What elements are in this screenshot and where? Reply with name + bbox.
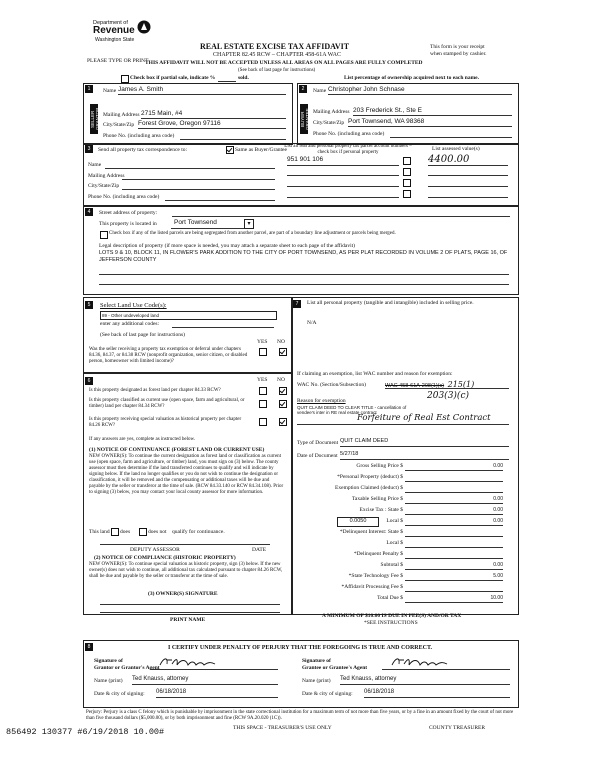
located-dropdown-icon[interactable]: ▾	[244, 219, 254, 229]
print-name-line[interactable]	[100, 612, 280, 613]
doc-date-label: Date of Document	[297, 453, 338, 459]
legal-desc-text[interactable]: LOTS 9 & 10, BLOCK 11, IN FLOWER'S PARK ADDITION TO THE CITY OF PORT TOWNSEND, AS PER PLAT RECORDED IN VOLUME 2 OF PLATS, PAGE 16, OF JEFFERSON COUNTY	[99, 250, 508, 263]
tax-row-value[interactable]: 0.00	[405, 496, 503, 504]
owner-signature-line[interactable]	[100, 600, 280, 605]
corr-name-field[interactable]	[105, 160, 275, 169]
perjury-statement: Perjury: Perjury is a class C felony which is punishable by imprisonment in the state correctional institution for a maximum term of not more than five years, or by a fine in an amount fixed by the court of not more than five thousand dollars ($5,000.00), or by both imprisonment and fine (RCW 9A.20.020 (1C)).	[86, 710, 514, 721]
buyer-name-field[interactable]: Christopher John Schnase	[328, 86, 512, 95]
tax-row-label: Exemption Claimed (deduct) $	[335, 485, 403, 491]
deputy-assessor-line[interactable]	[100, 540, 270, 545]
tax-row-label: Total Due $	[377, 595, 403, 601]
same-as-buyer-checkbox[interactable]	[226, 146, 234, 154]
section-6-yes-header: YES	[257, 377, 268, 383]
located-label: This property is located in	[99, 221, 157, 227]
continuance-title: (1) NOTICE OF CONTINUANCE (FOREST LAND OR CURRENT USE)	[89, 447, 265, 453]
grantee-signature-field[interactable]	[382, 658, 510, 670]
corr-mail-field[interactable]	[122, 171, 275, 180]
doc-type-label: Type of Document	[297, 440, 339, 446]
segregated-checkbox[interactable]	[100, 231, 108, 239]
partial-sale-percent[interactable]	[218, 74, 236, 82]
corr-city-label: City/State/Zip	[88, 183, 120, 189]
tax-row-value[interactable]	[405, 474, 503, 482]
land-use-see-back: (See back of last page for instructions)	[100, 332, 185, 338]
grantee-print-label: Name (print)	[302, 678, 331, 684]
grantee-date-label: Date & city of signing:	[302, 691, 353, 697]
section-5-yes-header: YES	[257, 339, 268, 345]
grantor-signature-label: Signature of Grantor or Grantor's Agent	[94, 658, 160, 671]
form-title: REAL ESTATE EXCISE TAX AFFIDAVIT	[200, 42, 350, 51]
assessed-field-3[interactable]	[428, 178, 508, 187]
buyer-city-label: City/State/Zip	[313, 120, 345, 126]
seller-phone-label: Phone No. (including area code)	[103, 133, 175, 139]
historic-question: Is this property receiving special valuation as historical property per chapter 84.26 RCW?	[89, 417, 242, 428]
qualify-label: qualify for continuance.	[172, 529, 225, 535]
not-accepted: THIS AFFIDAVIT WILL NOT BE ACCEPTED UNLESS ALL AREAS ON ALL PAGES ARE FULLY COMPLETED	[145, 60, 423, 66]
section-8-number: 8	[85, 643, 93, 651]
seller-city-label: City/State/Zip	[103, 122, 135, 128]
buyer-mail-field[interactable]: 203 Frederick St., Ste E	[353, 107, 512, 116]
tax-row-value[interactable]	[405, 485, 503, 493]
located-select[interactable]: Port Townsend	[171, 219, 244, 229]
doc-type-field[interactable]: QUIT CLAIM DEED	[340, 438, 509, 447]
seller-tab: SELLER GRANTOR	[90, 104, 98, 134]
see-instructions: *SEE INSTRUCTIONS	[364, 620, 418, 626]
exemption-yes-checkbox[interactable]	[259, 348, 267, 356]
tax-row-value[interactable]	[405, 529, 503, 537]
deputy-assessor-label: DEPUTY ASSESSOR	[130, 547, 180, 553]
tax-row-value[interactable]	[405, 551, 503, 559]
corr-mail-label: Mailing Address	[88, 173, 125, 179]
tax-row-value[interactable]	[405, 584, 503, 592]
partial-sale-label: Check box if partial sale, indicate %	[130, 75, 216, 81]
grantee-signature-label: Signature of Grantee or Grantee's Agent	[302, 658, 368, 671]
corr-name-label: Name	[88, 162, 102, 168]
does-label: does	[120, 529, 131, 535]
tax-row-label: Taxable Selling Price $	[351, 496, 403, 502]
seller-name-label: Name	[103, 88, 117, 94]
forest-no-checkbox[interactable]	[279, 387, 287, 395]
legal-line-3	[99, 274, 509, 275]
tax-row-label: *Delinquent Interest: State $	[339, 529, 403, 535]
tax-row-value[interactable]	[405, 540, 503, 548]
legal-line-4	[99, 284, 509, 285]
revenue-logo-icon	[137, 20, 151, 34]
reason-label: Reason for exemption	[297, 398, 346, 404]
grantor-date-field[interactable]: 06/18/2018	[156, 689, 278, 698]
assessed-field-4[interactable]	[428, 189, 508, 198]
forest-yes-checkbox[interactable]	[259, 387, 267, 395]
section-7-number: 7	[293, 300, 301, 308]
section-5-number: 5	[85, 301, 93, 309]
tax-row-label: Gross Selling Price $	[356, 463, 403, 469]
legal-desc-label: Legal description of property (if more space is needed, you may attach a separate sheet to each page of the affidavit)	[99, 243, 355, 249]
personal-property-checkbox-1[interactable]	[403, 157, 411, 165]
grantor-print-label: Name (print)	[94, 678, 123, 684]
tax-row-label: Local $	[386, 518, 403, 524]
wac-label: WAC No. (Section/Subsection)	[297, 382, 366, 388]
tax-row-value[interactable]: 0.00	[405, 463, 503, 471]
buyer-mail-label: Mailing Address	[313, 109, 350, 115]
print-name-label: PRINT NAME	[170, 617, 206, 623]
wac-typed: WAC 458-61A-208(1)(c)	[385, 383, 445, 389]
historic-notice-body: NEW OWNER(S): To continue special valuation as historic property, sign (3) below. If the new owner(s) does not wish to continue, all additional tax calculated pursuant to chapter 84.26 RCW, shall be due and payable by the seller or transferor at the time of sale.	[89, 562, 283, 579]
tax-row-label: Excise Tax : State $	[359, 507, 403, 513]
see-back-note: (See back of last page for instructions)	[238, 68, 316, 73]
claiming-exemption-label: If claiming an exemption, list WAC number and reason for exemption:	[297, 371, 453, 377]
land-use-select[interactable]: 89 - Other undeveloped land	[100, 311, 277, 320]
parcel-field-3[interactable]	[287, 178, 399, 187]
partial-sale-checkbox[interactable]	[121, 75, 129, 83]
parcel-field-4[interactable]	[287, 189, 399, 198]
grantor-signature-field[interactable]	[150, 658, 278, 670]
reason-handwritten: Forfeiture of Real Est Contract	[357, 413, 491, 423]
form-chapter: CHAPTER 82.45 RCW – CHAPTER 458-61A WAC	[213, 52, 341, 58]
logo-revenue: Revenue	[93, 25, 135, 36]
parcel-field-2[interactable]	[287, 167, 399, 176]
seller-name-field[interactable]: James A. Smith	[118, 86, 286, 95]
section-6-no-header: NO	[277, 377, 285, 383]
county-treasurer-label: COUNTY TREASURER	[429, 725, 486, 731]
treasurer-use-label: THIS SPACE - TREASURER'S USE ONLY	[233, 725, 332, 731]
wac-field[interactable]	[385, 380, 509, 389]
additional-codes-label: enter any additional codes:	[100, 321, 160, 327]
assessed-field-1[interactable]: 4400.00	[428, 154, 508, 166]
tax-row-label: Subtotal $	[380, 562, 403, 568]
exemption-no-checkbox[interactable]	[279, 348, 287, 356]
parcel-header: List all real and personal property tax parcel account numbers – check box if personal property	[284, 144, 412, 155]
assessed-header: List assessed value(s)	[432, 146, 480, 152]
this-land-label: This land	[89, 529, 110, 535]
tax-row-label: *State Technology Fee $	[348, 573, 403, 579]
section-5-no-header: NO	[277, 339, 285, 345]
wac-handwritten-correction: 203(3)(c)	[427, 391, 469, 401]
current-use-question: Is this property classified as current use (open space, farm and agricultural, or timber) land per chapter 84.34 RCW?	[89, 398, 245, 409]
wac-handwritten: 215(1)	[447, 380, 475, 389]
does-not-label: does not	[148, 529, 167, 535]
tax-row-value[interactable]: 0.00	[405, 507, 503, 515]
tax-row-label: *Affidavit Processing Fee $	[341, 584, 403, 590]
forest-land-question: Is this property designated as forest land per chapter 84.33 RCW?	[89, 388, 221, 393]
buyer-city-field[interactable]: Port Townsend, WA 98368	[348, 118, 512, 127]
same-as-buyer-label: Same as Buyer/Grantee	[235, 147, 287, 153]
local-rate-field[interactable]: 0.0050	[337, 517, 379, 527]
historic-notice-title: (2) NOTICE OF COMPLIANCE (HISTORIC PROPERTY)	[94, 555, 236, 561]
buyer-name-label: Name	[313, 88, 327, 94]
corr-city-field[interactable]	[122, 181, 275, 190]
current-use-yes-checkbox[interactable]	[259, 400, 267, 408]
grantee-signature-scribble	[390, 656, 450, 668]
street-address-label: Street address of property:	[99, 210, 158, 216]
seller-mail-label: Mailing Address	[103, 112, 140, 118]
additional-codes-field[interactable]	[172, 319, 274, 328]
parcel-field-1[interactable]: 951 901 106	[287, 156, 399, 166]
owner-signature-label: (3) OWNER(S) SIGNATURE	[148, 591, 218, 597]
personal-property-checkbox-4[interactable]	[403, 190, 411, 198]
section-2-number: 2	[299, 85, 307, 93]
seller-mail-field[interactable]: 2715 Main, #4	[141, 110, 286, 119]
grantor-signature-scribble	[158, 656, 218, 668]
personal-property-value[interactable]: N/A	[307, 320, 317, 326]
grantor-date-label: Date & city of signing:	[94, 691, 145, 697]
cashier-stamp: 856492 130377 #6/19/2018 10.00#	[6, 727, 165, 737]
doc-date-field[interactable]: 5/27/18	[340, 451, 509, 460]
grantee-print-name[interactable]: Ted Knauss, attorney	[340, 676, 510, 685]
section-1-number: 1	[85, 85, 93, 93]
does-checkbox[interactable]	[111, 528, 119, 536]
continuance-body: NEW OWNER(S): To continue the current designation as forest land or classification as current use (open space, farm and agriculture, or timber) land, you must sign on (3) below. The county assessor must then determine if the land transferred continues to qualify and will indicate by signing below. If the land no longer qualifies or you do not wish to continue the designation or classification, it will be removed and the compensating or additional taxes will be due and payable by the seller or transferor at the time of sale. (RCW 84.33.140 or RCW 84.34.108). Prior to signing (3) below, you may contact your local county assessor for more information.	[89, 454, 284, 495]
tax-row-label: *Personal Property (deduct) $	[337, 474, 403, 480]
corr-phone-label: Phone No. (including area code)	[88, 194, 160, 200]
buyer-phone-field[interactable]	[390, 129, 512, 138]
please-type: PLEASE TYPE OR PRINT	[87, 58, 149, 64]
grantor-print-name[interactable]: Ted Knauss, attorney	[132, 676, 278, 685]
tax-table	[297, 463, 511, 603]
historic-no-checkbox[interactable]	[279, 418, 287, 426]
tax-row-value[interactable]: 0.00	[405, 518, 503, 526]
tax-row-value[interactable]: 0.00	[405, 562, 503, 570]
send-tax-label: Send all property tax correspondence to:	[98, 147, 188, 153]
sold-label: sold.	[238, 75, 249, 81]
land-use-label: Select Land Use Code(s):	[100, 302, 167, 309]
seller-city-field[interactable]: Forest Grove, Oregon 97116	[138, 120, 286, 129]
certify-statement: I CERTIFY UNDER PENALTY OF PERJURY THAT THE FOREGOING IS TRUE AND CORRECT.	[168, 645, 433, 651]
if-yes-note: If any answers are yes, complete as instructed below.	[89, 437, 196, 442]
logo-state: Washington State	[95, 37, 135, 43]
section-3-number: 3	[85, 145, 93, 153]
street-address-field[interactable]	[172, 208, 510, 217]
reason-field[interactable]: QUIT CLAIM DEED TO CLEAR TITLE - cancellation of vendee's inter in RE real estate contract	[297, 405, 407, 415]
current-use-no-checkbox[interactable]	[279, 400, 287, 408]
historic-yes-checkbox[interactable]	[259, 418, 267, 426]
tax-row-label: *Delinquent Penalty $	[353, 551, 403, 557]
logo-dept: Department of	[93, 20, 128, 26]
section-4-number: 4	[85, 208, 93, 216]
buyer-tab: BUYER GRANTEE	[300, 104, 308, 134]
segregated-label: Check box if any of the listed parcels are being segregated from another parcel, are part of a boundary line adjustment or parcels being merged.	[109, 231, 396, 236]
reason-line	[297, 424, 509, 425]
receipt-note: This form is your receipt when stamped by cashier.	[430, 44, 487, 57]
tax-row-value[interactable]: 10.00	[405, 595, 503, 603]
grantee-date-field[interactable]: 06/18/2018	[364, 689, 510, 698]
exemption-question: Was the seller receiving a property tax exemption or deferral under chapters 84.36, 84.37, or 84.38 RCW (nonprofit organization, senior citizen, or disabled person, homeowner with limited income)?	[89, 347, 248, 364]
tax-row-label: Local $	[386, 540, 403, 546]
personal-property-checkbox-3[interactable]	[403, 179, 411, 187]
minimum-fee-note: A MINIMUM OF $10.00 IS DUE IN FEE(S) AND/OR TAX	[322, 613, 462, 619]
section-6-number: 6	[85, 377, 93, 385]
does-not-checkbox[interactable]	[139, 528, 147, 536]
personal-property-label: List all personal property (tangible and intangible) included in selling price.	[307, 300, 474, 306]
buyer-phone-label: Phone No. (including area code)	[313, 131, 385, 137]
personal-property-checkbox-2[interactable]	[403, 168, 411, 176]
seller-phone-field[interactable]	[180, 131, 286, 140]
ownership-note: List percentage of ownership acquired next to each name.	[344, 75, 479, 81]
revenue-logo	[93, 20, 153, 50]
tax-row-value[interactable]: 5.00	[405, 573, 503, 581]
corr-phone-field[interactable]	[165, 192, 275, 201]
deputy-date-label: DATE	[252, 547, 267, 553]
assessed-field-2[interactable]	[428, 167, 508, 176]
